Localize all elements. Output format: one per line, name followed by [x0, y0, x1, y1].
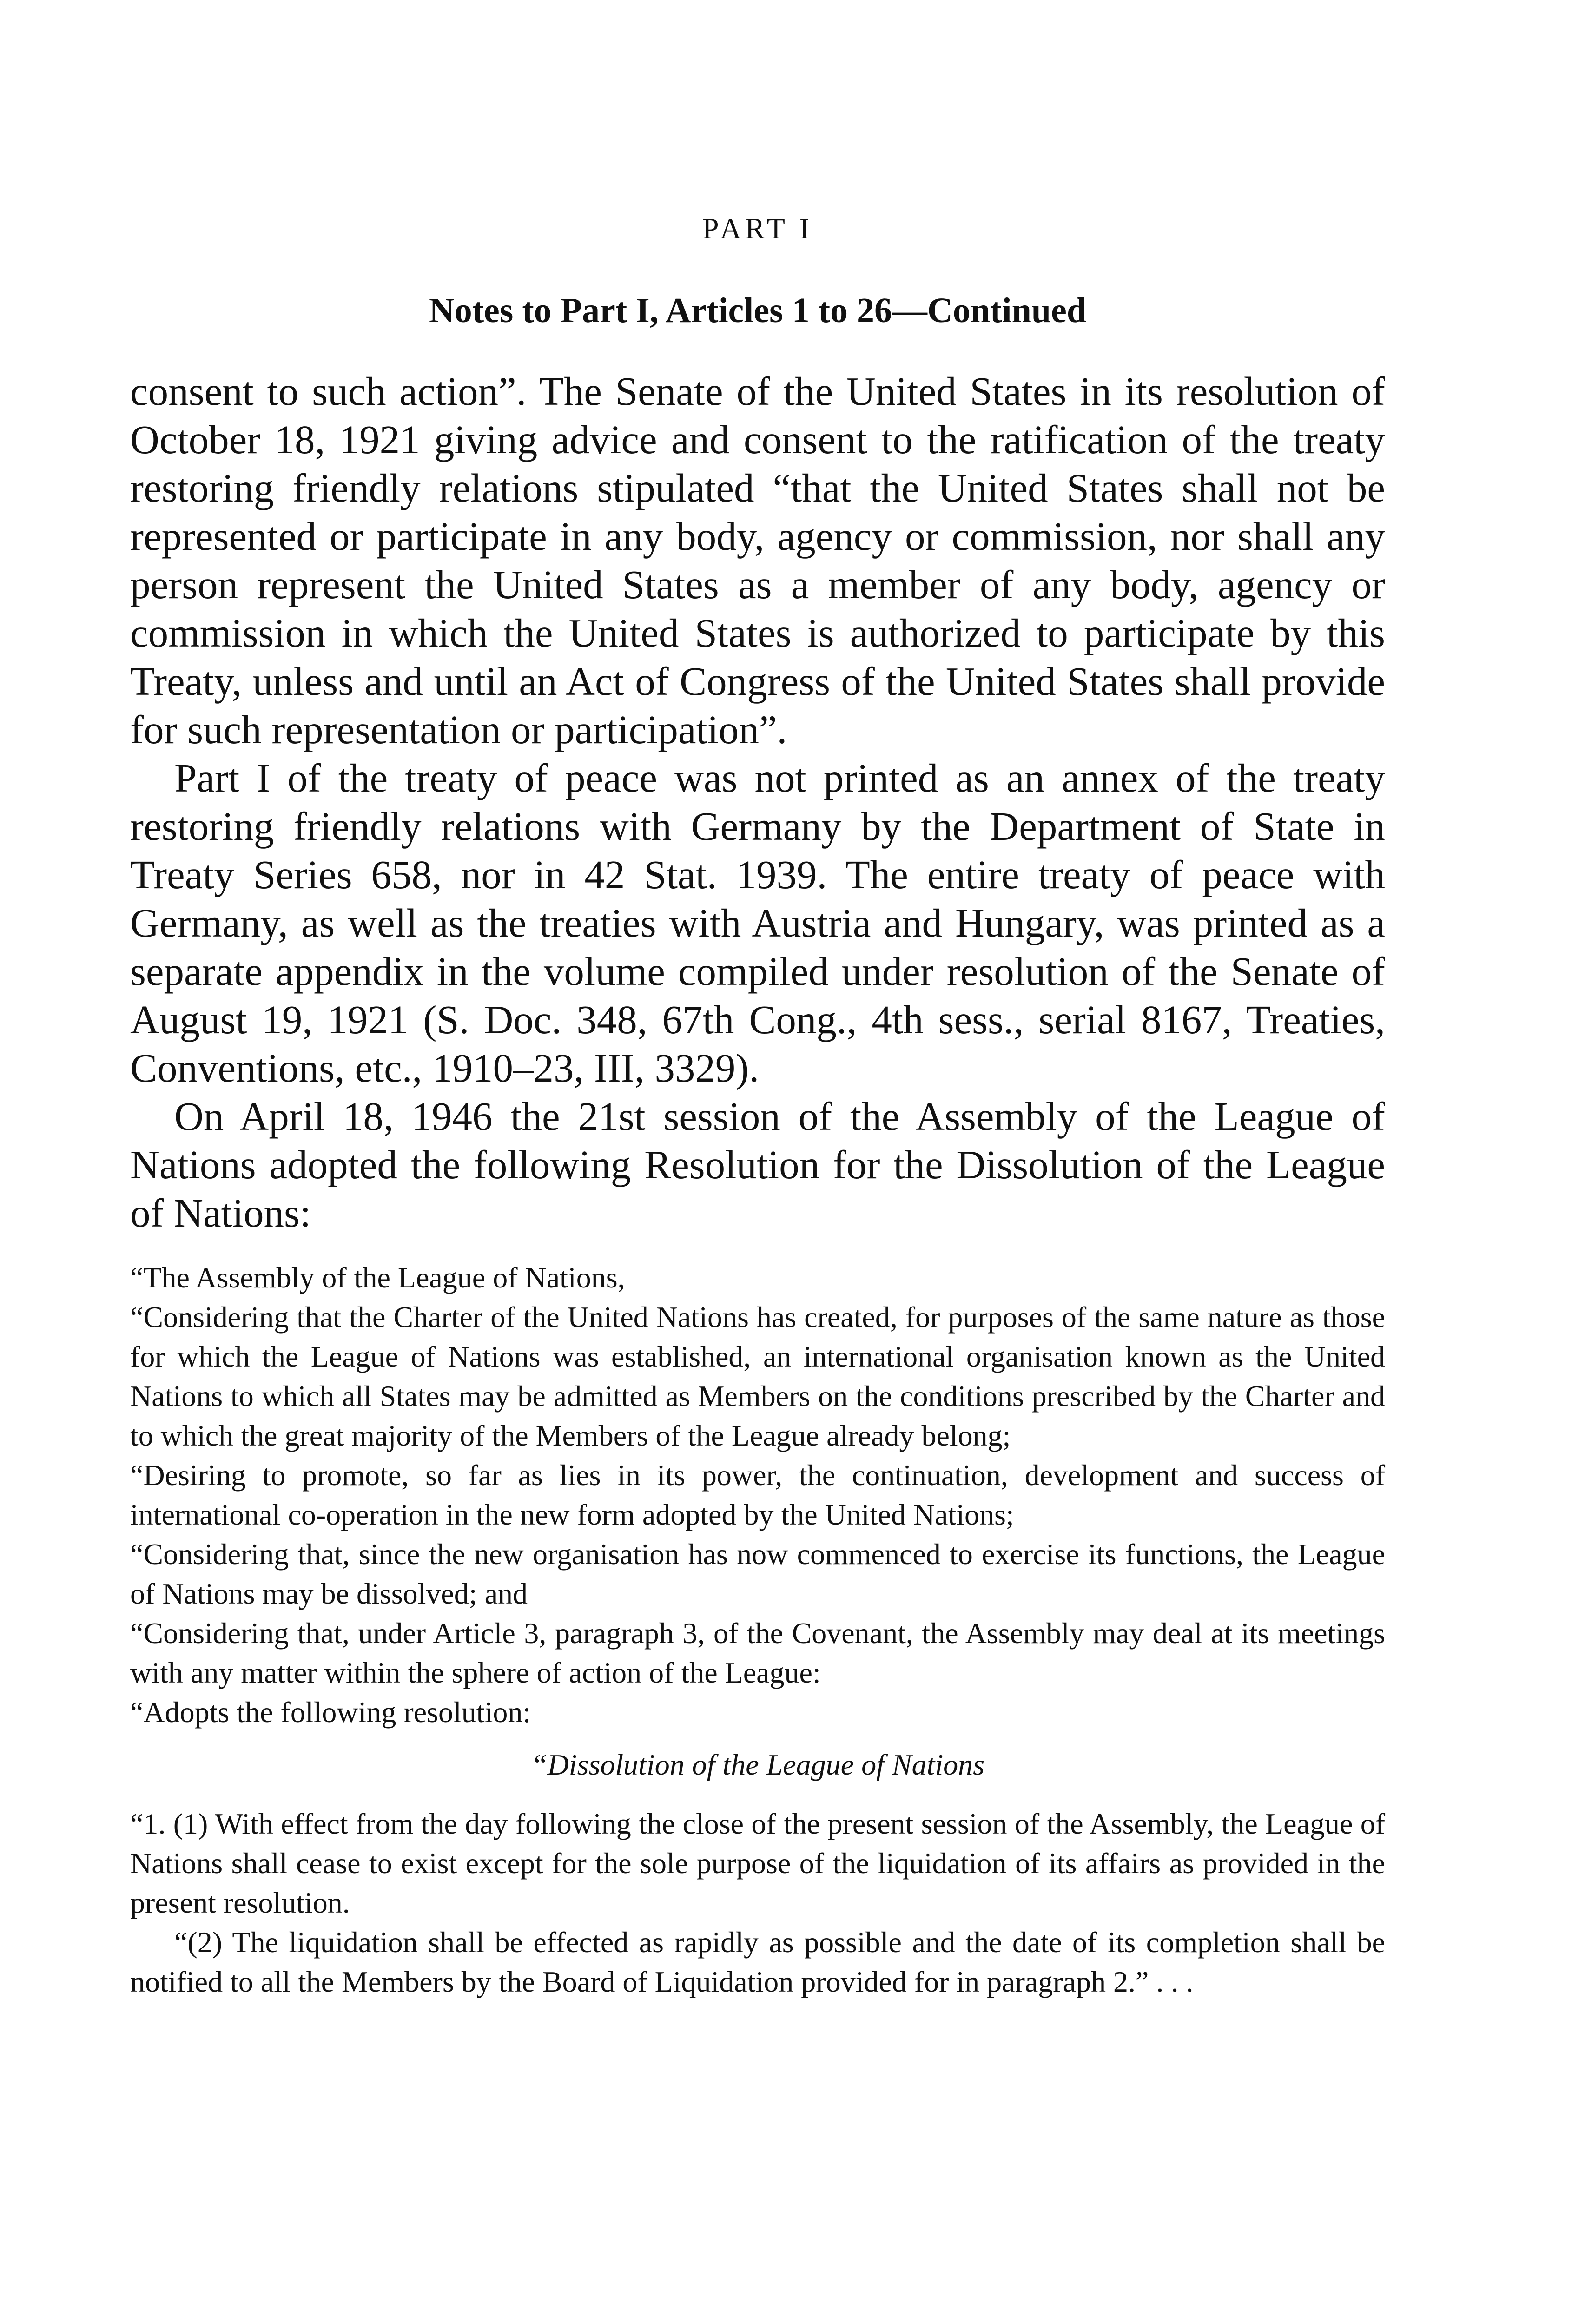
paragraph-treaty-printing: Part I of the treaty of peace was not printed as an annex of the treaty restoring friendly relations with Germany by the Department of State in Treaty Series 658, nor in 42 Stat. 1939. The entire treaty of peace with Germany, as well as the treaties with Austria and Hungary, was printed as a separate appendix in the volume compiled under resolution of the Senate of August 19, 1921 (S. Doc. 348, 67th Cong., 4th sess., serial 8167, Treaties, Conventions, etc., 1910–23, III, 3329). [130, 755, 1385, 1090]
resolution-heading: “Dissolution of the League of Nations [530, 1748, 985, 1781]
quote-desiring-promote: “Desiring to promote, so far as lies in its power, the continuation, development and success of international co-operation in the new form adopted by the United Nations; [130, 1459, 1385, 1531]
paragraph-league-dissolution-intro: On April 18, 1946 the 21st session of the Assembly of the League of Nations adopted the following Resolution for the Dissolution of the League of Nations: [130, 1094, 1385, 1235]
resolution-clause-2: “(2) The liquidation shall be effected as rapidly as possible and the date of its completion shall be notified to all the Members by the Board of Liquidation provided for in paragraph 2.” . . . [130, 1926, 1385, 1998]
part-title: PART I [702, 212, 813, 245]
quote-considering-covenant: “Considering that, under Article 3, paragraph 3, of the Covenant, the Assembly may deal at its meetings with any matter within the sphere of action of the League: [130, 1617, 1385, 1689]
body-text [130, 367, 1385, 2001]
section-heading: Notes to Part I, Articles 1 to 26—Continued [429, 291, 1087, 330]
quote-adopts-resolution: “Adopts the following resolution: [130, 1696, 531, 1729]
quote-considering-organisation: “Considering that, since the new organisation has now commenced to exercise its functions, the League of Nations may be dissolved; and [130, 1538, 1385, 1610]
paragraph-senate-resolution: consent to such action”. The Senate of the United States in its resolution of October 18, 1921 giving advice and consent to the ratification of the treaty restoring friendly relations stipulated “that the United States shall not be represented or participate in any body, agency or commission, nor shall any person represent the United States as a member of any body, agency or commission in which the United States is authorized to participate by this Treaty, unless and until an Act of Congress of the United States shall provide for such representation or participation”. [130, 369, 1385, 752]
quote-assembly: “The Assembly of the League of Nations, [130, 1261, 625, 1294]
quote-considering-charter: “Considering that the Charter of the United Nations has created, for purposes of the same nature as those for which the League of Nations was established, an international organisation known as the United Nations to which all States may be admitted as Members on the conditions prescribed by the Charter and to which the great majority of the Members of the League already belong; [130, 1301, 1385, 1452]
resolution-clause-1: “1. (1) With effect from the day following the close of the present session of the Assembly, the League of Nations shall cease to exist except for the sole purpose of the liquidation of its affairs as provided in the present resolution. [130, 1807, 1385, 1919]
